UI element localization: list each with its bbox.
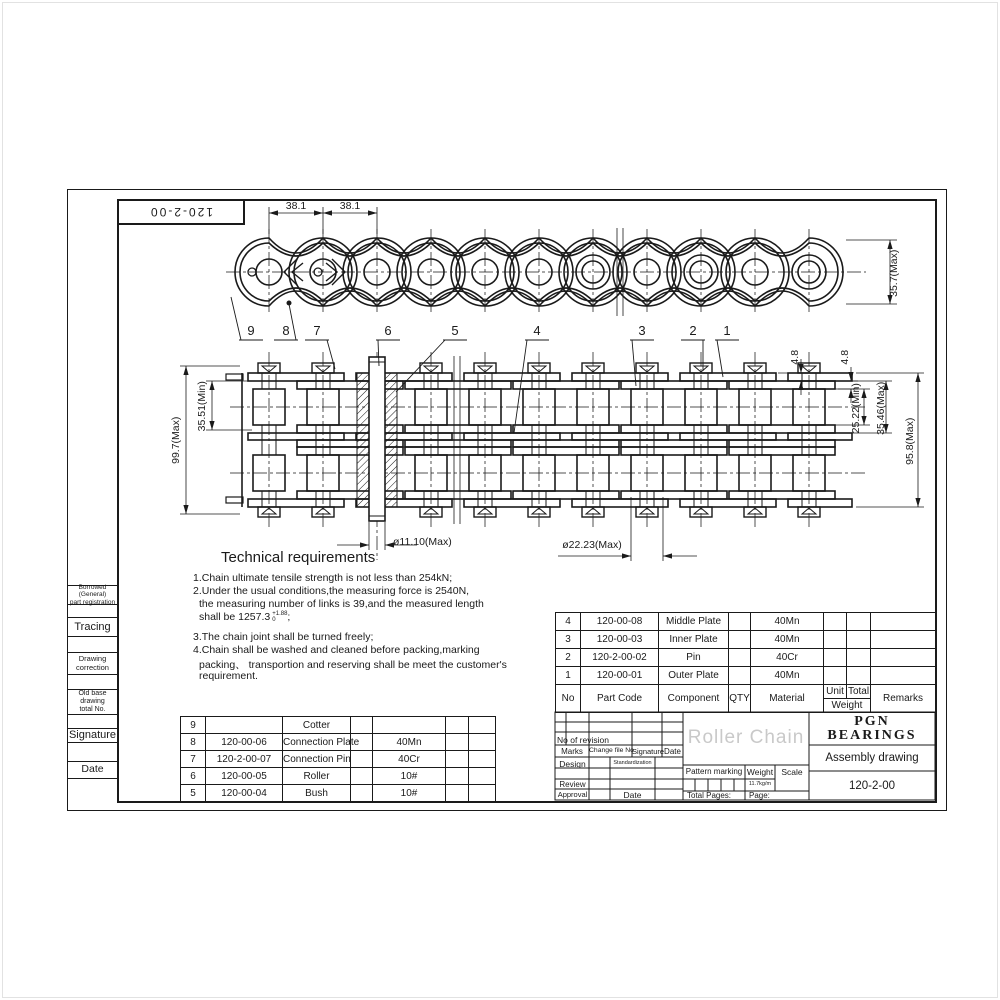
table-cell: 120-2-00-02 (581, 649, 659, 667)
table-cell (824, 667, 847, 685)
tolerance-lower: 0 (272, 617, 276, 624)
table-cell (469, 768, 496, 785)
drawing-type-label: Assembly drawing (825, 752, 919, 764)
standardization-label: Standardization (613, 760, 652, 766)
tech-req-title: Technical requirements (221, 549, 376, 566)
table-cell: 120-2-00-07 (206, 751, 283, 768)
company-line2-label: BEARINGS (827, 728, 917, 743)
table-cell: 10# (373, 768, 446, 785)
callout-9-label: 9 (247, 323, 255, 338)
sidebar-empty-cell (67, 675, 118, 690)
table-cell: 1 (556, 667, 581, 685)
table-cell (351, 768, 373, 785)
table-cell (373, 717, 446, 734)
table-cell: 40Cr (373, 751, 446, 768)
pin-dia-label: ø11.10(Max) (393, 536, 452, 548)
parts-table-upper (555, 612, 936, 713)
table-cell (847, 631, 871, 649)
callout-3-label: 3 (638, 323, 646, 338)
mid-min-label: 25.22(Min) (849, 383, 862, 434)
sidebar-label: part registration (69, 598, 116, 606)
total-pages-label: Total Pages: (687, 791, 732, 800)
tolerance-stack (272, 611, 287, 623)
table-cell: 120-00-06 (206, 734, 283, 751)
table-cell (729, 631, 751, 649)
callout-7-label: 7 (313, 323, 321, 338)
col-header: Weight (824, 699, 871, 713)
table-cell (446, 751, 469, 768)
overall-label: 99.7(Max) (169, 416, 182, 464)
pitch-b-label: 38.1 (339, 200, 361, 212)
table-cell (446, 734, 469, 751)
scale-label: Scale (781, 767, 803, 777)
sidebar-label: Tracing (74, 620, 111, 633)
table-cell: 10# (373, 785, 446, 802)
sidebar-signature (67, 729, 118, 743)
table-cell (469, 785, 496, 802)
table-cell (351, 785, 373, 802)
table-cell: Inner Plate (659, 631, 729, 649)
chain-side-view (226, 352, 868, 560)
sidebar-label: Drawing correction (76, 654, 109, 672)
table-cell: Roller (283, 768, 351, 785)
table-cell: 2 (556, 649, 581, 667)
table-cell (351, 717, 373, 734)
table-cell (446, 785, 469, 802)
table-cell: 40Mn (373, 734, 446, 751)
design-label: Design (559, 759, 586, 769)
table-cell (206, 717, 283, 734)
drawing-number-box: 120-2-00 (117, 199, 245, 225)
tech-req-line: 2.Under the usual conditions,the measuring force is 2540N, (193, 585, 470, 597)
table-cell (469, 717, 496, 734)
table-cell (729, 667, 751, 685)
sidebar-date (67, 762, 118, 779)
sidebar-drawing-correction (67, 653, 118, 675)
page-label: Page: (749, 791, 770, 800)
tech-req-line: the measuring number of links is 39,and the measured length (199, 598, 484, 610)
parts-table-lower (180, 716, 496, 802)
chain-top-view (226, 228, 866, 316)
table-cell: 40Mn (751, 613, 824, 631)
col-header: Part Code (581, 685, 659, 713)
company-line1-label: PGN (854, 714, 890, 729)
col-header: No (556, 685, 581, 713)
sidebar-label: Borrowed (General) (78, 584, 107, 599)
sidebar-empty-cell (67, 779, 118, 800)
review-label: Review (559, 780, 586, 789)
table-cell (847, 667, 871, 685)
table-cell: Connection Pin (283, 751, 351, 768)
sidebar-old-base-drawing (67, 690, 118, 715)
plate-thickness-b-label: 4.8 (838, 349, 851, 365)
drawing-no-label: 120-2-00 (848, 780, 896, 792)
tolerance-text: shall be 1257.3 (199, 611, 271, 623)
parts-upper-rows (556, 613, 936, 685)
weight-value-label: 11.7kg/m (748, 781, 772, 787)
table-cell (824, 613, 847, 631)
col-header: Material (751, 685, 824, 713)
table-cell: 4 (556, 613, 581, 631)
table-cell: 120-00-01 (581, 667, 659, 685)
sidebar-empty-cell (67, 605, 118, 618)
table-cell: 40Cr (751, 649, 824, 667)
callout-6-label: 6 (384, 323, 392, 338)
sidebar-empty-cell (67, 743, 118, 762)
tolerance-end: ; (287, 611, 291, 623)
table-cell: 40Mn (751, 667, 824, 685)
sidebar-borrowed-registration (67, 585, 118, 605)
callout-8-label: 8 (282, 323, 290, 338)
table-cell: 120-00-04 (206, 785, 283, 802)
marks-label: Marks (561, 747, 583, 756)
table-cell (824, 649, 847, 667)
table-cell: Outer Plate (659, 667, 729, 685)
table-cell: 3 (556, 631, 581, 649)
date-label: Date (664, 747, 681, 756)
table-cell: 7 (181, 751, 206, 768)
weight-label: Weight (746, 767, 774, 777)
sidebar-tracing (67, 618, 118, 637)
parts-lower-rows (181, 717, 496, 802)
pitch-a-label: 38.1 (285, 200, 307, 212)
tech-req-line-tolerance (199, 611, 290, 623)
table-cell (729, 649, 751, 667)
table-cell: 6 (181, 768, 206, 785)
table-cell (871, 649, 936, 667)
change-file-no-label: Change file No (589, 747, 634, 754)
callout-4-label: 4 (533, 323, 541, 338)
table-cell (824, 631, 847, 649)
callout-5-label: 5 (451, 323, 459, 338)
roller-dia-label: ø22.23(Max) (562, 539, 622, 551)
plate-thickness-a-label: 4.8 (788, 349, 801, 365)
table-cell (729, 613, 751, 631)
table-cell: 5 (181, 785, 206, 802)
table-cell: 120-00-05 (206, 768, 283, 785)
sidebar-label: Old base drawing (78, 690, 107, 706)
sidebar-label: Date (81, 763, 104, 776)
inner-min-label: 35.51(Min) (195, 381, 208, 432)
width-label: 35.7(Max) (887, 249, 900, 297)
no-of-revision-label: No of revision (557, 735, 609, 745)
sidebar-label: total No. (79, 705, 106, 713)
table-cell (871, 667, 936, 685)
table-cell (446, 768, 469, 785)
table-cell: 120-00-03 (581, 631, 659, 649)
col-header: Remarks (871, 685, 936, 713)
pattern-marking-label: Pattern marking (685, 767, 743, 776)
table-cell: 9 (181, 717, 206, 734)
table-cell (871, 613, 936, 631)
col-header: Unit (824, 685, 847, 699)
table-cell (446, 717, 469, 734)
product-name-label: Roller Chain (687, 727, 805, 748)
approval-label: Approval (557, 790, 588, 799)
tech-req-line: requirement. (199, 670, 258, 682)
tech-req-line: packing、 transportion and reserving shall be meet the customer's (199, 659, 507, 671)
table-cell (351, 751, 373, 768)
sidebar-label: Signature (68, 729, 117, 742)
table-cell: 8 (181, 734, 206, 751)
table-cell: Middle Plate (659, 613, 729, 631)
approval-date-label: Date (623, 790, 642, 800)
table-cell: Pin (659, 649, 729, 667)
table-cell (871, 631, 936, 649)
table-cell: 120-00-08 (581, 613, 659, 631)
tolerance-upper: +1.88 (272, 611, 288, 618)
table-cell (847, 649, 871, 667)
table-cell: Cotter (283, 717, 351, 734)
table-cell (469, 751, 496, 768)
table-cell: 40Mn (751, 631, 824, 649)
duplex-max-label: 95.8(Max) (903, 417, 916, 465)
sidebar-empty-cell (67, 715, 118, 729)
col-header: Total (847, 686, 870, 697)
table-cell (469, 734, 496, 751)
col-header: Component (659, 685, 729, 713)
table-cell: Bush (283, 785, 351, 802)
tech-req-line: 1.Chain ultimate tensile strength is not less than 254kN; (193, 572, 453, 584)
col-header: QTY (729, 685, 751, 713)
callout-1-label: 1 (723, 323, 731, 338)
signature-label: Signature (632, 747, 665, 756)
table-cell: Connection Plate (283, 734, 351, 751)
mid-max-label: 35.46(Max) (874, 381, 887, 435)
tech-req-line: 4.Chain shall be washed and cleaned before packing,marking (193, 644, 480, 656)
tech-req-line: 3.The chain joint shall be turned freely; (193, 631, 374, 643)
callout-2-label: 2 (689, 323, 697, 338)
table-cell (847, 613, 871, 631)
parts-upper-header (556, 685, 936, 713)
sidebar-empty-cell (67, 637, 118, 653)
